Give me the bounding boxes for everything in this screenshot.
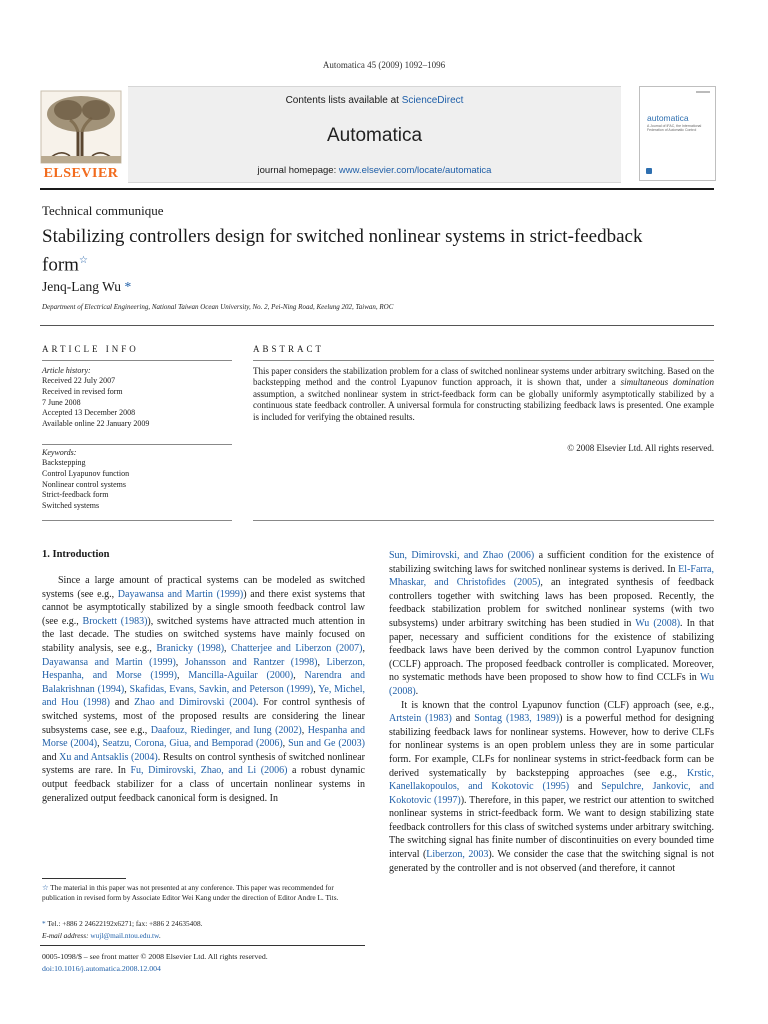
citation-link[interactable]: Wu (2008) (635, 617, 681, 629)
email-end: . (158, 931, 161, 940)
citation-link[interactable]: Wu (2008) (389, 672, 714, 697)
body-text: , an integrated synthesis of feedback controllers together with switching laws has been proposed. Recently, the feedback stabilization problem for switched nonlinear systems (with two subsystems) under arbitrary switching has been studied in (389, 577, 714, 629)
article-title (42, 225, 682, 277)
body-text: , (97, 738, 103, 750)
keywords-rule (42, 444, 232, 445)
article-info-bottom-rule (42, 520, 232, 521)
body-text: ) is a powerful method for designing stabilizing feedback laws for nonlinear systems. However, how to derive CLFs for nonlinear systems is an open problem unless they are in some particular form. For example, CLFs for nonlinear systems in strict-feedback form can be derived systematically by backstepping approaches (see e.g., (389, 713, 714, 779)
body-text: . (415, 685, 419, 697)
body-text: , (313, 683, 319, 695)
cover-title: automatica (647, 113, 689, 123)
history-item: Received in revised form (42, 386, 123, 396)
citation-link[interactable]: El-Farra, Mhaskar, and Christofides (2005) (389, 563, 714, 589)
article-info-heading: ARTICLE INFO (42, 344, 139, 354)
author-affiliation: Department of Electrical Engineering, National Taiwan Ocean University, No. 2, Pei-Ning Road, Keelung 202, Taiwan, ROC (42, 303, 394, 311)
body-text: Since a large amount of practical systems can be modeled as switched systems (see e.g., (42, 575, 365, 600)
abstract-text-part: assumption, a switched nonlinear system in strict-feedback form can be globally uniformly asymptotically stabilized by a continuous state feedback controller. A universal formula for constructing stabilizing feedback laws is presented. One example is included for verifying the obtained results. (253, 388, 714, 422)
article-info-rule (42, 360, 232, 361)
body-column-right (389, 549, 714, 875)
body-text: , (224, 642, 231, 654)
citation-link[interactable]: Hespanha and Morse (2004) (42, 724, 365, 750)
body-paragraph (389, 699, 714, 876)
body-text: ) and there exist systems that cannot be asymptotically stabilized by a single smooth feedback control law (see e.g., (42, 588, 365, 627)
body-text: and (42, 751, 60, 763)
body-text: It is known that the control Lyapunov function (CLF) approach (see, e.g., (401, 699, 714, 711)
body-text: , (293, 670, 305, 682)
abstract-text-part: This paper considers the stabilization problem for a class of switched nonlinear systems under arbitrary switching. Based on the backstepping method and the control Lyapunov function approach, it is shown that, under a (253, 366, 714, 388)
header-rule (40, 188, 714, 190)
body-column-left (42, 574, 365, 805)
keyword-item: Strict-feedback form (42, 490, 109, 500)
homepage-link[interactable]: www.elsevier.com/locate/automatica (338, 165, 492, 176)
abstract-heading: ABSTRACT (253, 344, 325, 354)
citation-link[interactable]: Dayawansa and Martin (1999) (117, 588, 244, 600)
keywords-list (42, 458, 129, 512)
footnote-email (42, 931, 365, 941)
citation-link[interactable]: Chatterjee and Liberzon (2007) (230, 642, 363, 654)
body-text: . Results on control synthesis of switched nonlinear systems are rare. In (42, 751, 366, 777)
body-text: , (282, 738, 289, 750)
keyword-item: Control Lyapunov function (42, 468, 130, 478)
abstract-emphasis: simultaneous domination (620, 377, 714, 388)
body-text: ). Therefore, in this paper, we restrict our attention to switched nonlinear systems in strict-feedback form. We want to design stabilizing state feedback controllers for this class of switched systems under arbitrary switching. The switching signal has finite number of discontinuities on every bounded time interval ( (389, 794, 714, 861)
citation-link[interactable]: Krstic, Kanellakopoulos, and Kokotovic (1995) (389, 767, 714, 793)
footnote-mark: ☆ (42, 883, 49, 892)
footnote-text: Tel.: +886 2 24622192x6271; fax: +886 2 24635408. (45, 919, 203, 928)
article-section-type: Technical communique (42, 203, 164, 218)
citation-link[interactable]: Sun, Dimirovski, and Zhao (2006) (389, 550, 535, 561)
citation-link[interactable]: Fu, Dimirovski, Zhao, and Li (2006) (130, 765, 288, 777)
journal-cover-thumbnail (639, 86, 716, 181)
footnote-text: The material in this paper was not presented at any conference. This paper was recommended for publication in revised form by Associate Editor Wei Kang under the direction of Editor Andre L. Tits. (42, 883, 339, 902)
sciencedirect-link[interactable]: ScienceDirect (401, 95, 464, 106)
author-name[interactable]: Jenq-Lang Wu (42, 279, 122, 294)
body-text: ). We consider the case that the switching signal is not generated by the controller and is not observed (and therefore, it cannot (389, 849, 714, 874)
body-paragraph (389, 549, 714, 699)
history-item: Received 22 July 2007 (42, 376, 116, 385)
body-text: , (317, 656, 327, 668)
email-link[interactable]: wujl@mail.ntou.edu.tw (90, 931, 159, 940)
body-text: a sufficient condition for the existence of stabilizing switching laws for switched nonlinear systems is derived. In (389, 550, 714, 575)
section-rule (40, 325, 714, 326)
author-line (42, 279, 131, 295)
citation-link[interactable]: Mancilla-Aguilar (2000) (188, 670, 294, 682)
keyword-item: Switched systems (42, 501, 100, 511)
history-item: Available online 22 January 2009 (42, 419, 150, 429)
publisher-logo-text: ELSEVIER (43, 166, 119, 181)
contents-availability (128, 95, 621, 106)
keywords-label: Keywords: (42, 448, 77, 457)
body-text: a robust dynamic output feedback stabilizer for a class of uncertain nonlinear systems in generalized output feedback canonical form is designed. In (42, 765, 365, 804)
body-text: and (451, 713, 475, 725)
body-text: and (569, 781, 602, 793)
citation-link[interactable]: Xu and Antsaklis (2004) (59, 751, 158, 763)
issn-line: 0005-1098/$ – see front matter © 2008 Elsevier Ltd. All rights reserved. (42, 952, 268, 961)
citation-link[interactable]: Dayawansa and Martin (1999) (42, 656, 176, 668)
citation-link[interactable]: Narendra and Balakrishnan (1994) (42, 670, 365, 695)
journal-banner (128, 86, 621, 183)
citation-link[interactable]: Artstein (1983) (389, 713, 452, 725)
citation-link[interactable]: Seatzu, Corona, Giua, and Bemporad (2006) (102, 738, 283, 750)
citation-link[interactable]: Zhao and Dimirovski (2004) (134, 697, 256, 709)
history-item: Accepted 13 December 2008 (42, 408, 136, 418)
journal-homepage (128, 165, 621, 176)
body-text: . For control synthesis of switched systems, most of the proposed results are considering the linear subsystems case, see e.g., (42, 697, 366, 736)
cover-subtitle: A Journal of IFAC, the International Federation of Automatic Control (647, 124, 702, 132)
introduction-heading: 1. Introduction (42, 549, 110, 560)
body-text: , (362, 642, 365, 654)
citation-link[interactable]: Sontag (1983, 1989) (474, 713, 560, 725)
footer-rule (40, 945, 365, 946)
footnote-title (42, 883, 365, 902)
citation-link[interactable]: Skafidas, Evans, Savkin, and Peterson (1999) (129, 683, 314, 695)
citation-link[interactable]: Johansson and Rantzer (1998) (184, 656, 318, 668)
citation-link[interactable]: Daafouz, Riedinger, and Iung (2002) (150, 724, 302, 736)
author-note-mark[interactable]: * (124, 279, 132, 294)
journal-name: Automatica (326, 125, 423, 146)
citation-link[interactable]: Liberzon, 2003 (426, 849, 489, 861)
article-title-text: Stabilizing controllers design for switched nonlinear systems in strict-feedback form (42, 226, 643, 276)
citation-link[interactable]: Liberzon, Hespanha, and Morse (1999) (42, 656, 366, 682)
citation-link[interactable]: Brockett (1983) (82, 615, 148, 627)
body-text: ), switched systems have attracted much attention in the last decade. The studies on switched systems have mainly focused on stability analysis, see e.g., (42, 615, 366, 654)
history-label: Article history: (42, 366, 91, 375)
abstract-text (253, 366, 714, 423)
homepage-prefix: journal homepage: (257, 165, 339, 176)
abstract-copyright: © 2008 Elsevier Ltd. All rights reserved. (567, 443, 714, 453)
cover-bar (696, 91, 710, 93)
body-text: , (124, 683, 130, 695)
title-note-mark[interactable]: ☆ (78, 255, 88, 266)
citation-link[interactable]: Branicky (1998) (156, 642, 225, 654)
history-item: 7 June 2008 (42, 397, 81, 407)
body-text: , (301, 724, 308, 736)
history-list (42, 376, 149, 430)
body-text: , (177, 670, 189, 682)
abstract-rule (253, 360, 714, 361)
elsevier-tree-logo (40, 90, 122, 178)
body-text: and (110, 697, 135, 709)
citation-link[interactable]: Sepulchre, Jankovic, and Kokotovic (1997) (389, 781, 714, 806)
footnote-mark: * (42, 919, 46, 928)
keyword-item: Backstepping (42, 458, 86, 467)
email-label: E-mail address: (42, 931, 91, 940)
abstract-bottom-rule (253, 520, 714, 521)
footnote-author (42, 919, 365, 929)
citation-link[interactable]: Sun and Ge (2003) (288, 738, 366, 750)
contents-prefix: Contents lists available at (285, 95, 402, 106)
journal-citation: Automatica 45 (2009) 1092–1096 (322, 60, 446, 70)
body-text: . In that paper, necessary and sufficient conditions for the existence of stabilizing feedback laws have been derived by the common control Lyapunov function (CCLF) approach. The proposed feedback controller is complicated. Moreover, no systematic methods have been proposed to show how to find CCLFs in (389, 617, 715, 684)
citation-link[interactable]: Ye, Michel, and Hou (1998) (42, 683, 365, 709)
keyword-item: Nonlinear control systems (42, 479, 126, 489)
doi-link[interactable]: doi:10.1016/j.automatica.2008.12.004 (42, 964, 161, 973)
footnote-rule (42, 878, 126, 879)
cover-logo-icon (646, 168, 652, 174)
body-text: , (175, 656, 185, 668)
